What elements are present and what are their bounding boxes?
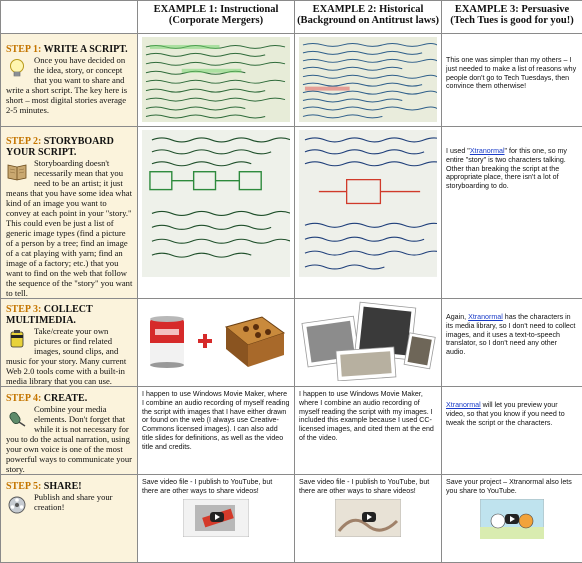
ex1-step2-image — [138, 127, 295, 299]
header-example-1: EXAMPLE 1: Instructional (Corporate Mergers) — [138, 1, 295, 34]
ex1-step5-note: Save video file - I publish to YouTube, but there are other ways to share videos! — [138, 475, 294, 496]
media-items-soup-and-chocolates — [138, 299, 293, 381]
ex2-step4-note: I happen to use Windows Movie Maker, where I combine an audio recording of myself reading the script with my images. I included this example because I used CC-licensed images, and cited them at the end of the video. — [295, 387, 441, 443]
plus-sign — [198, 334, 212, 348]
ex3-step5-cell — [442, 475, 582, 563]
handwritten-script-image-2 — [299, 37, 437, 122]
step-1-cell — [1, 34, 138, 127]
step-5-description: Publish and share your creation! — [6, 492, 133, 512]
historical-photo-collage — [295, 299, 440, 381]
ex3-step5-note: Save your project – Xtranormal also lets you share to YouTube. — [442, 475, 582, 496]
ex2-step2-image — [295, 127, 442, 299]
step-1-title — [6, 44, 133, 55]
ex2-step3-images — [295, 299, 442, 387]
step-4-description: Combine your media elements. Don't forget that while it is not necessary for you to do the actual narration, using your own voice is one of the most powerful ways to communicate your story. — [6, 404, 133, 474]
xtranormal-link[interactable]: Xtranormal — [446, 401, 481, 409]
soup-can-image — [150, 316, 184, 368]
storyboard-sketch-image-1 — [142, 130, 290, 277]
xtranormal-link[interactable]: Xtranormal — [470, 147, 505, 155]
header-row — [1, 1, 582, 34]
step-3-number: STEP 3: — [6, 304, 41, 315]
step-2-number: STEP 2: — [6, 136, 41, 147]
step-4-title — [6, 393, 133, 404]
ex1-step3-images — [138, 299, 295, 387]
ex3-step2-pre: I used " — [446, 147, 470, 155]
ex3-step2-text — [442, 127, 582, 299]
step-4-row — [1, 387, 582, 475]
ex3-step1-text — [442, 34, 582, 127]
header-example-3: EXAMPLE 3: Persuasive (Tech Tues is good for you!) — [442, 1, 582, 34]
step-1-description: Once you have decided on the idea, story, or concept that you want to share and write a short script. The key here is short – most digital stories average 2-5 minutes. — [6, 55, 133, 115]
step-2-cell — [1, 127, 138, 299]
step-4-name: CREATE. — [44, 393, 87, 404]
ex1-step4-text — [138, 387, 295, 475]
ex3-step4-post: will let you preview your video, so that you know if you need to tweak the script or the characters. — [446, 401, 565, 427]
handwritten-script-image-1 — [142, 37, 290, 122]
header-blank — [1, 1, 138, 34]
ex3-step2-post: " for this one, so my entire "story" is two characters talking. Other than breaking the script at the appropriate place, there isn't a lot of storyboarding to do. — [446, 147, 567, 190]
step-1-number: STEP 1: — [6, 44, 41, 55]
step-3-row — [1, 299, 582, 387]
ex1-step1-image — [138, 34, 295, 127]
step-2-title — [6, 136, 133, 158]
step-3-description: Take/create your own pictures or find related images, sound clips, and music for your story. Many current Web 2.0 tools come with a built-in media library that you can use. — [6, 326, 133, 386]
ex3-video-thumbnail[interactable] — [480, 499, 544, 539]
step-4-cell — [1, 387, 138, 475]
header-example-2: EXAMPLE 2: Historical (Background on Antitrust laws) — [295, 1, 442, 34]
ex3-step4-note — [442, 387, 582, 427]
film-canister-icon — [6, 328, 28, 350]
film-reel-icon — [6, 494, 28, 516]
step-2-description: Storyboarding doesn't necessarily mean that you need to be an artist; it just means that you have some idea what kind of an image you want to convey at each point in your "story." This could even be just a list of generic image types (find a picture of a person by a tree; find an image of a cat playing with yarn; find an image of a factory; etc.) that you want to find on the web that follow the sequence of the "story" you want to tell. — [6, 158, 133, 298]
step-3-cell — [1, 299, 138, 387]
ex2-step5-note: Save video file - I publish to YouTube, but there are other ways to share videos! — [295, 475, 441, 496]
step-1-name: WRITE A SCRIPT. — [44, 44, 128, 55]
step-3-title — [6, 304, 133, 326]
step-2-name: STORYBOARD YOUR SCRIPT. — [6, 136, 114, 158]
microphone-icon — [6, 406, 28, 428]
ex1-step4-note: I happen to use Windows Movie Maker, where I combine an audio recording of myself reading the script with images that I have either drawn or found on the web (I always use Creative-Commons licensed images). I can also add title slides for definitions, as well as the video title and credits. — [138, 387, 294, 452]
ex1-step5-cell — [138, 475, 295, 563]
step-4-number: STEP 4: — [6, 393, 41, 404]
step-5-name: SHARE! — [44, 481, 82, 492]
step-2-row — [1, 127, 582, 299]
ex3-step1-note: This one was simpler than my others – I just needed to make a list of reasons why people don't go to Tech Tuesdays, then convince them otherwise! — [442, 34, 582, 91]
storyboard-sketch-image-2 — [299, 130, 437, 277]
step-5-row — [1, 475, 582, 563]
ex3-step3-post: has the characters in its media library, so I don't need to collect images, and it uses a text-to-speech translator, so I don't need any other audio. — [446, 313, 575, 356]
ex2-step4-text — [295, 387, 442, 475]
step-1-row — [1, 34, 582, 127]
step-5-cell — [1, 475, 138, 563]
ex3-step4-text — [442, 387, 582, 475]
ex2-step5-cell — [295, 475, 442, 563]
ex2-step1-image — [295, 34, 442, 127]
step-5-number: STEP 5: — [6, 481, 41, 492]
ex3-step2-note — [442, 127, 582, 191]
lightbulb-icon — [6, 57, 28, 79]
ex2-video-thumbnail[interactable] — [335, 499, 401, 537]
ex1-video-thumbnail[interactable] — [183, 499, 249, 537]
xtranormal-link[interactable]: Xtranormal — [468, 313, 503, 321]
ex3-step3-text — [442, 299, 582, 387]
ex3-step3-pre: Again, — [446, 313, 468, 321]
ex3-step3-note — [442, 299, 582, 357]
book-icon — [6, 160, 28, 182]
chocolate-box-image — [226, 317, 284, 367]
step-5-title — [6, 481, 133, 492]
step-3-name: COLLECT MULTIMEDIA. — [6, 304, 93, 326]
